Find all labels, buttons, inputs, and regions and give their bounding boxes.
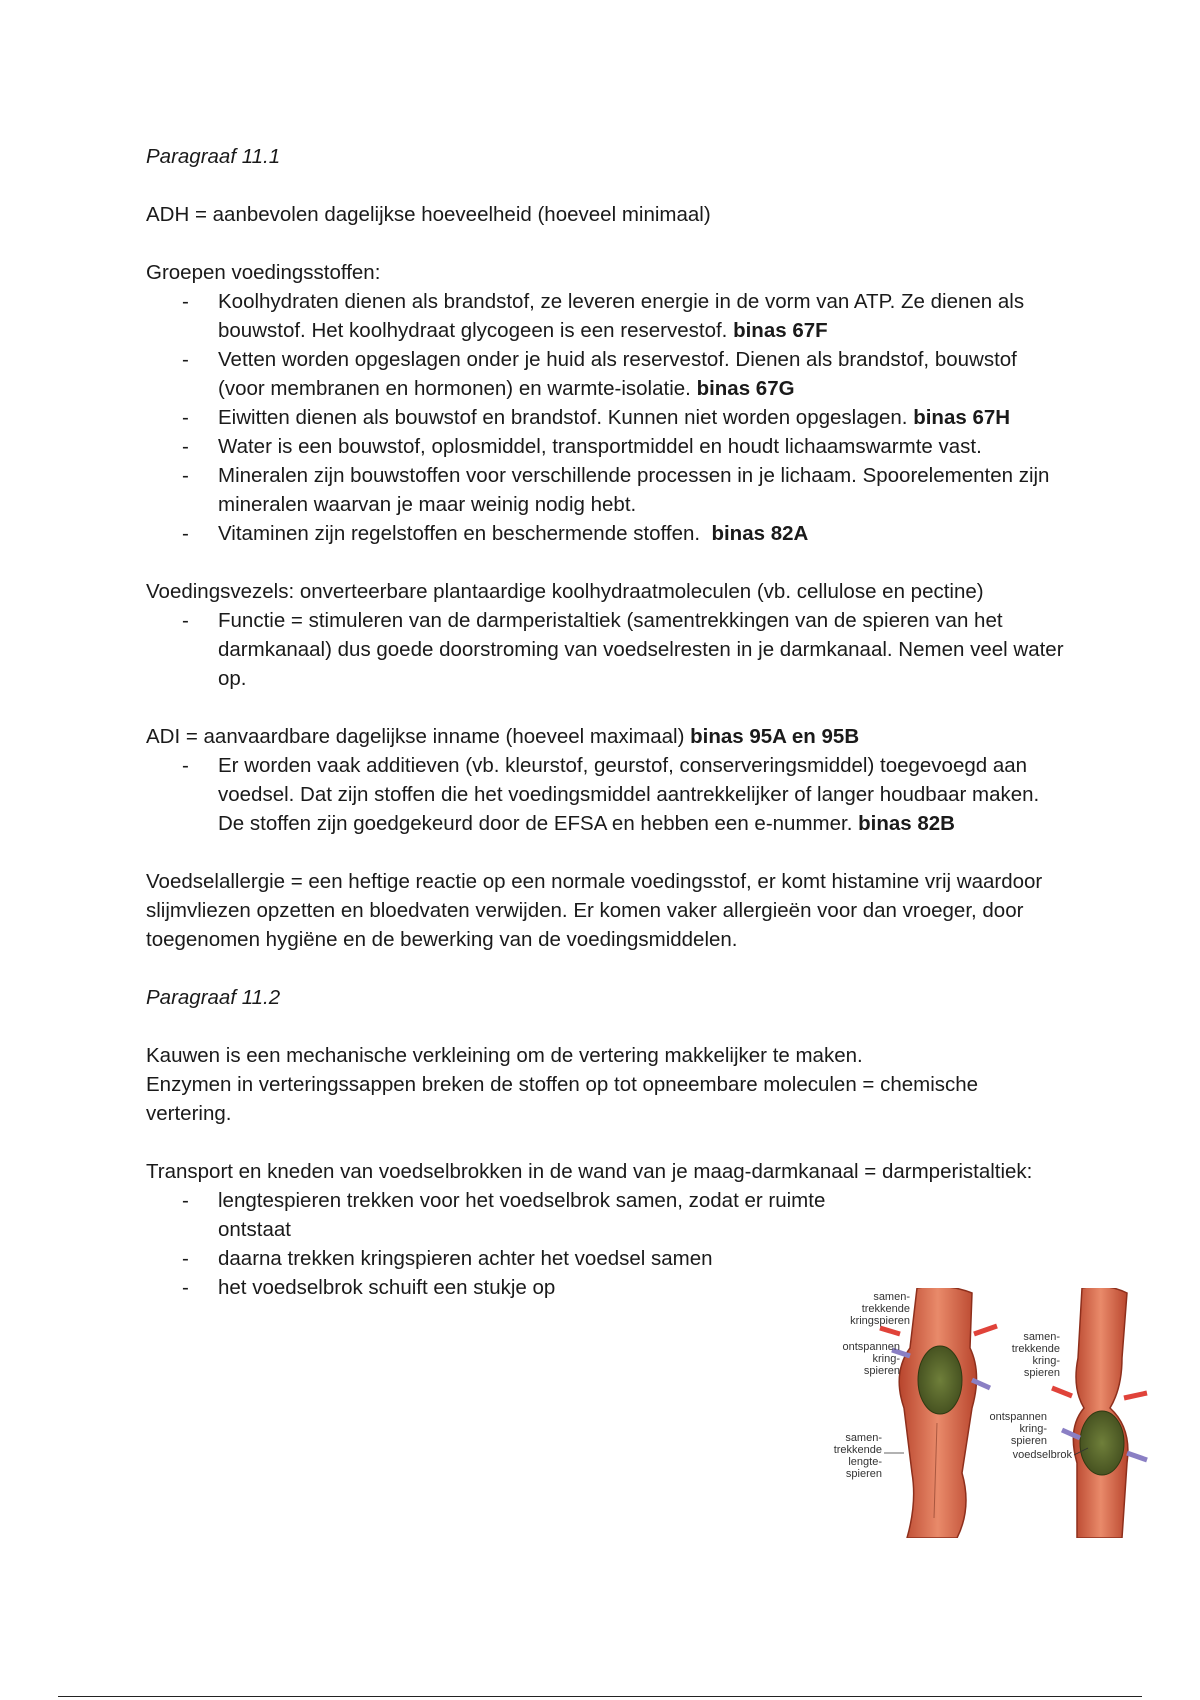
list-item: - Vetten worden opgeslagen onder je huid als reservestof. Dienen als brandstof, bouwstof (voor membranen en hormonen) en warmte-isolatie. binas 67G	[146, 345, 1066, 403]
list-item: - Mineralen zijn bouwstoffen voor verschillende processen in je lichaam. Spoorelementen zijn mineralen waarvan je maar weinig nodig hebt.	[146, 461, 1066, 519]
adh-definition: ADH = aanbevolen dagelijkse hoeveelheid (hoeveel minimaal)	[146, 203, 711, 226]
svg-text:trekkende: trekkende	[833, 1444, 882, 1456]
list-item: - lengtespieren trekken voor het voedselbrok samen, zodat er ruimte ontstaat	[146, 1186, 826, 1244]
svg-text:kring-: kring-	[872, 1353, 900, 1365]
nutrient-groups-list	[146, 287, 1066, 548]
section-heading-11-2: Paragraaf 11.2	[146, 986, 281, 1009]
chewing-text: Kauwen is een mechanische verkleining om de vertering makkelijker te maken.	[146, 1044, 863, 1067]
svg-text:samen-: samen-	[873, 1291, 910, 1303]
section-heading-11-1: Paragraaf 11.1	[146, 145, 281, 168]
fiber-list	[146, 606, 1066, 693]
svg-text:samen-: samen-	[845, 1432, 882, 1444]
list-item: - Vitaminen zijn regelstoffen en beschermende stoffen. binas 82A	[146, 519, 1066, 548]
adi-list	[146, 751, 1066, 838]
svg-text:spieren: spieren	[1010, 1435, 1047, 1447]
figure-labels-right	[990, 1331, 1073, 1461]
peristalsis-intro: Transport en kneden van voedselbrokken in de wand van je maag-darmkanaal = darmperistaltiek:	[146, 1160, 1033, 1183]
svg-text:samen-: samen-	[1023, 1331, 1060, 1343]
fiber-definition: Voedingsvezels: onverteerbare plantaardige koolhydraatmoleculen (vb. cellulose en pectine)	[146, 580, 984, 603]
list-item: - Eiwitten dienen als bouwstof en brandstof. Kunnen niet worden opgeslagen. binas 67H	[146, 403, 1066, 432]
peristalsis-steps	[146, 1186, 826, 1302]
adi-definition: ADI = aanvaardbare dagelijkse inname (hoeveel maximaal) binas 95A en 95B	[146, 725, 860, 748]
list-item: - daarna trekken kringspieren achter het voedsel samen	[146, 1244, 826, 1273]
list-item: - Koolhydraten dienen als brandstof, ze leveren energie in de vorm van ATP. Ze dienen als bouwstof. Het koolhydraat glycogeen is een reservestof. binas 67F	[146, 287, 1066, 345]
svg-text:spieren: spieren	[845, 1468, 882, 1480]
list-item: - Water is een bouwstof, oplosmiddel, transportmiddel en houdt lichaamswarmte vast.	[146, 432, 1066, 461]
svg-text:kringspieren: kringspieren	[850, 1315, 910, 1327]
svg-text:kring-: kring-	[1032, 1355, 1060, 1367]
nutrient-groups-title: Groepen voedingsstoffen:	[146, 261, 381, 284]
list-item: - het voedselbrok schuift een stukje op	[146, 1273, 826, 1302]
svg-text:voedselbrok: voedselbrok	[1012, 1449, 1072, 1461]
svg-text:spieren: spieren	[1023, 1367, 1060, 1379]
peristalsis-illustration	[822, 1288, 1162, 1538]
svg-text:spieren: spieren	[863, 1365, 900, 1377]
list-item: - Functie = stimuleren van de darmperistaltiek (samentrekkingen van de spieren van het darmkanaal) dus goede doorstroming van voedselresten in je darmkanaal. Nemen veel water op.	[146, 606, 1066, 693]
svg-text:trekkende: trekkende	[1011, 1343, 1060, 1355]
enzymes-text: Enzymen in verteringssappen breken de stoffen op tot opneembare moleculen = chemische vertering.	[146, 1073, 979, 1125]
list-item: - Er worden vaak additieven (vb. kleurstof, geurstof, conserveringsmiddel) toegevoegd aan voedsel. Dat zijn stoffen die het voedingsmiddel aantrekkelijker of langer houdbaar maken. De stoffen zijn goedgekeurd door de EFSA en hebben een e-nummer. binas 82B	[146, 751, 1066, 838]
svg-text:ontspannen: ontspannen	[842, 1341, 900, 1353]
svg-text:lengte-: lengte-	[848, 1456, 882, 1468]
intestine-left	[899, 1288, 976, 1538]
document-page	[146, 142, 1066, 1302]
svg-text:trekkende: trekkende	[861, 1303, 910, 1315]
bottom-rule	[58, 1696, 1142, 1697]
allergy-definition: Voedselallergie = een heftige reactie op een normale voedingsstof, er komt histamine vrij waardoor slijmvliezen opzetten en bloedvaten verwijden. Er komen vaker allergieën voor dan vroeger, door toegenomen hygiëne en de bewerking van de voedingsmiddelen.	[146, 870, 1043, 951]
svg-text:ontspannen: ontspannen	[989, 1411, 1047, 1423]
intestine-right	[1073, 1288, 1128, 1538]
svg-text:kring-: kring-	[1019, 1423, 1047, 1435]
